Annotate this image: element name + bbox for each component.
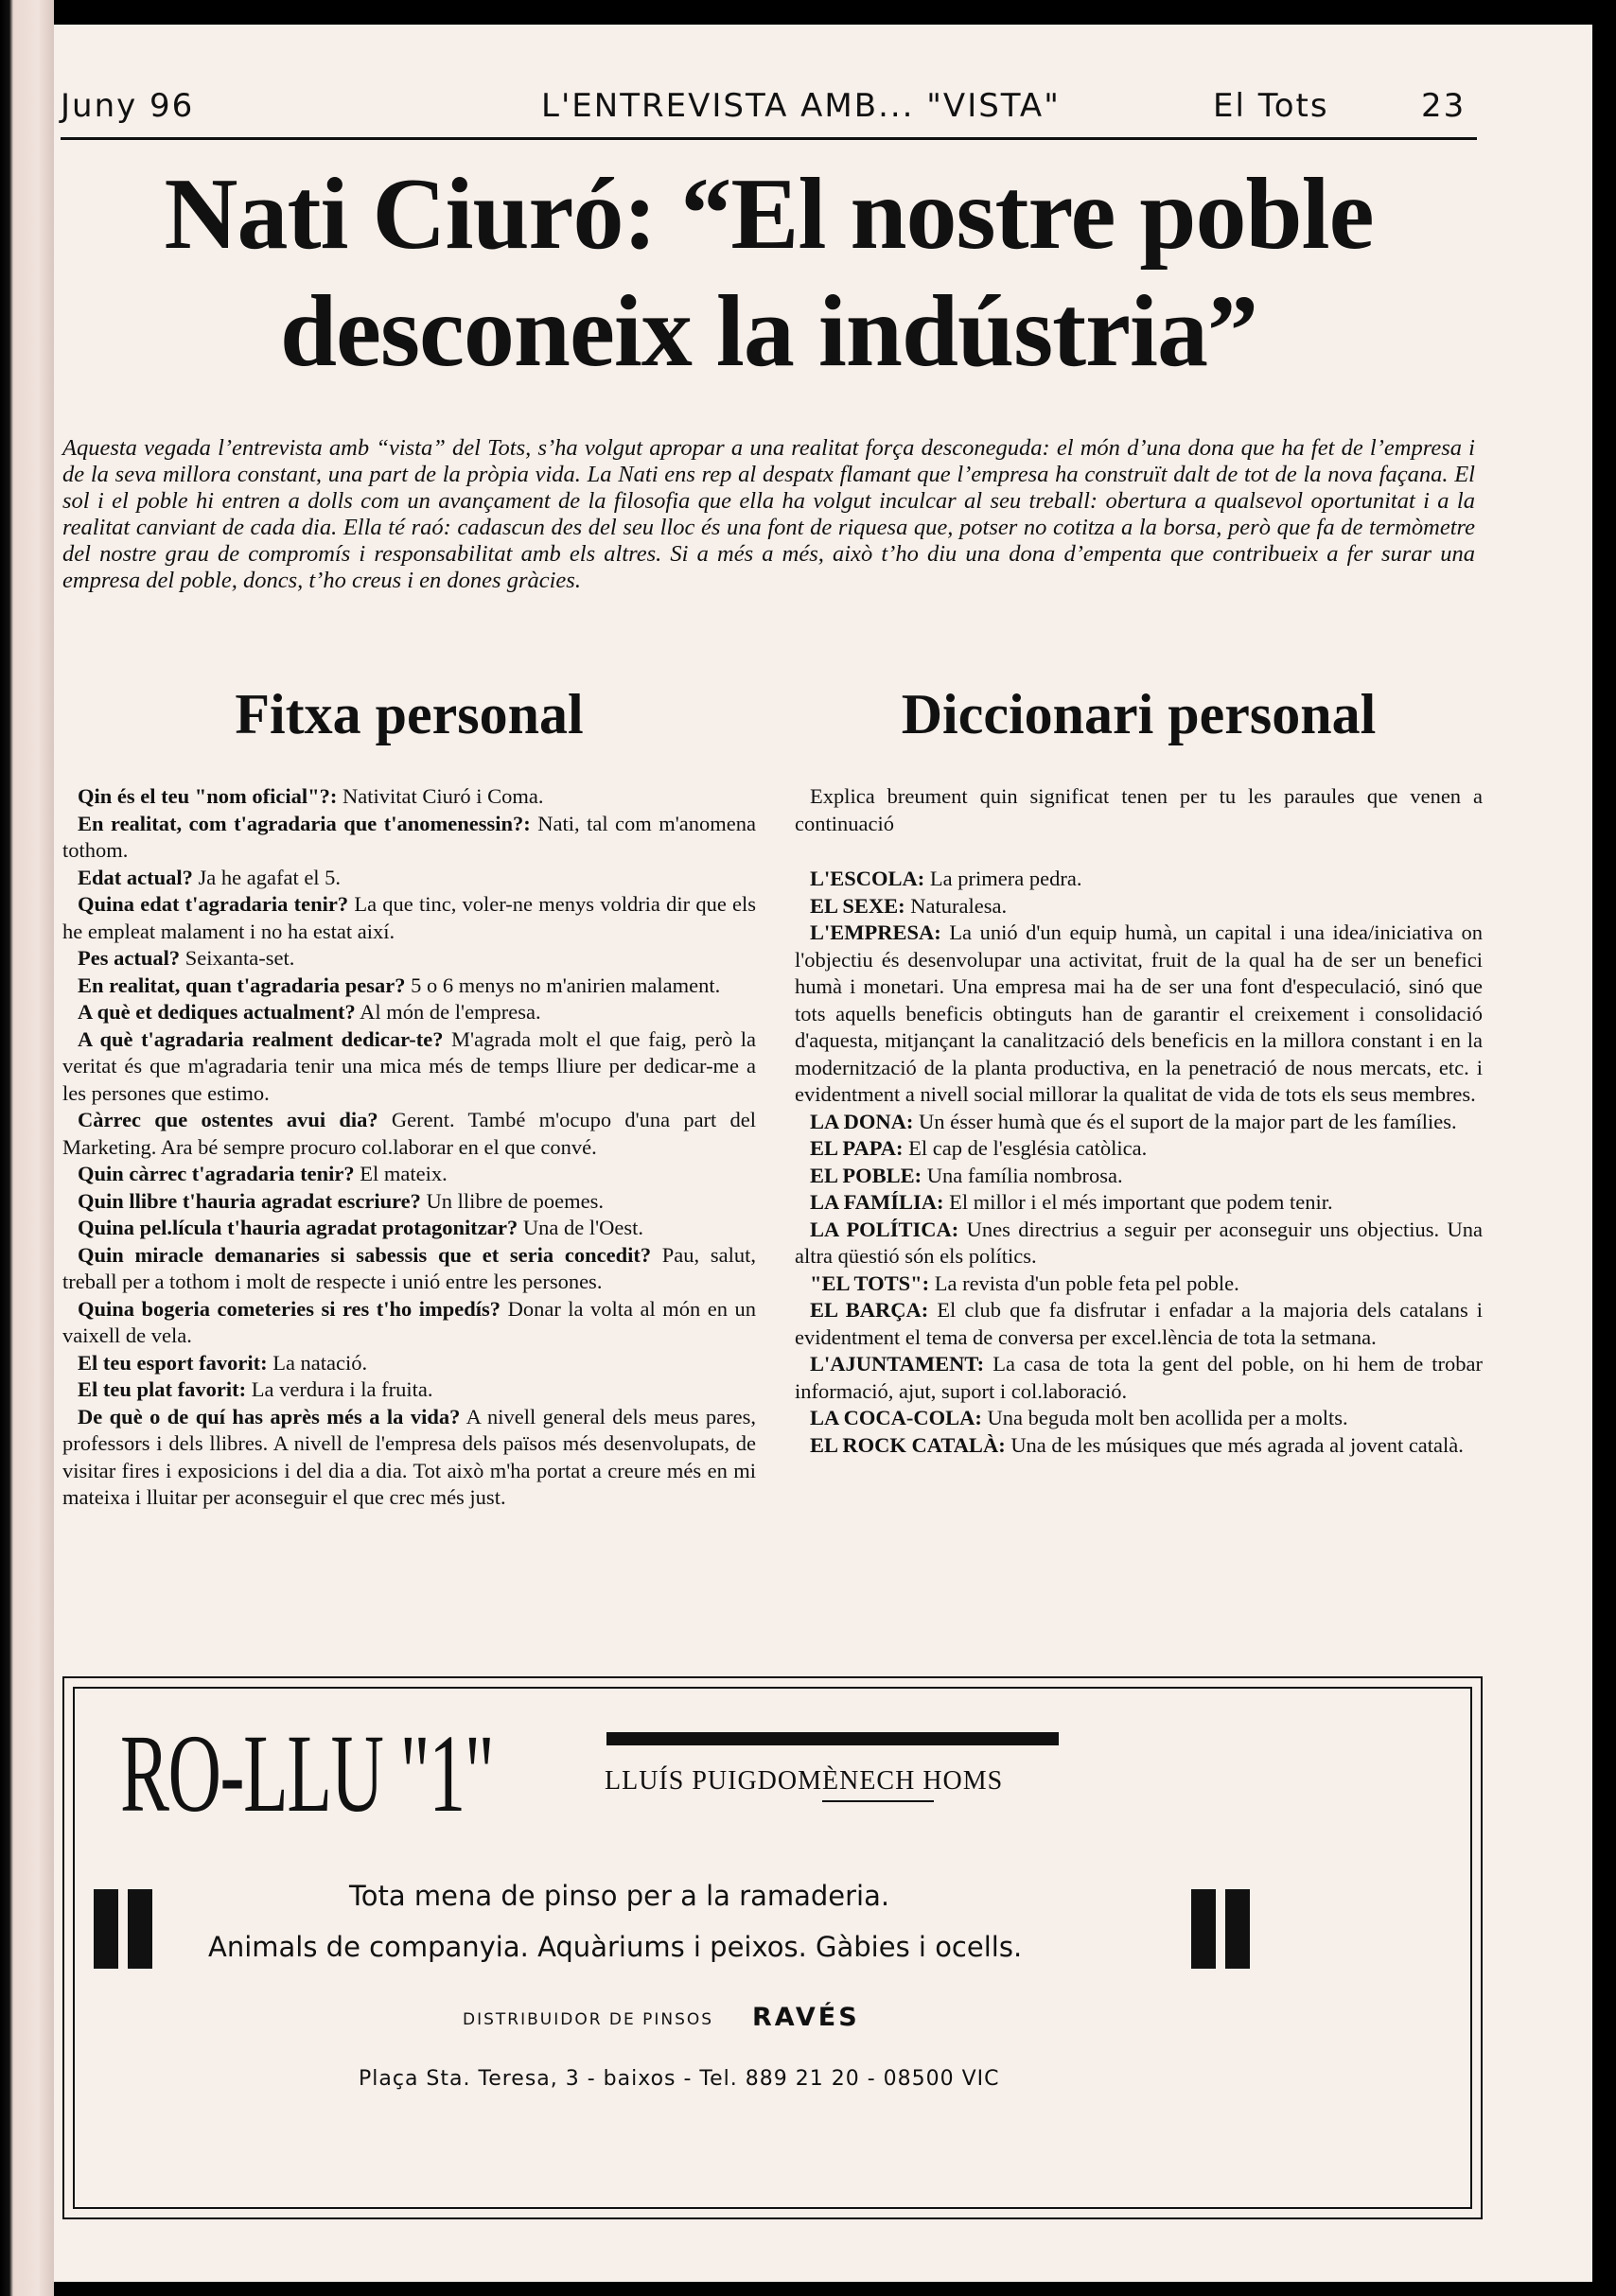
ad-owner-name: LLUÍS PUIGDOMÈNECH HOMS (605, 1766, 1004, 1796)
header-issue: Juny 96 (61, 87, 195, 125)
fitxa-question-label: Quin llibre t'hauria agradat escriure? (78, 1188, 421, 1213)
diccionari-term-text: Unes directrius a seguir per aconseguir uns objectius. Una altra qüestió són els polítics. (795, 1217, 1483, 1268)
diccionari-term-entry (795, 893, 1483, 920)
fitxa-question-text: Nati, tal com m'anomena tothom. (62, 811, 757, 862)
fitxa-qa-list (62, 783, 756, 1512)
fitxa-question-label: Quin miracle demanaries si sabessis que et seria concedit? (78, 1242, 652, 1267)
ad-address: Plaça Sta. Teresa, 3 - baixos - Tel. 889 21 20 - 08500 VIC (359, 2067, 1000, 2091)
fitxa-question-entry (62, 1350, 756, 1377)
diccionari-term-text: La revista d'un poble feta pel poble. (934, 1271, 1239, 1295)
diccionari-term-entry (795, 1217, 1483, 1271)
diccionari-term-label: LA FAMÍLIA: (810, 1190, 944, 1214)
ad-distributor-label: DISTRIBUIDOR DE PINSOS (463, 2010, 714, 2029)
fitxa-question-text: M'agrada molt el que faig, però la veritat és que m'agradaria tenir una mica més de temps lliure per dedicar-me a les persones que estimo. (62, 1026, 756, 1105)
diccionari-lead: Explica breument quin significat tenen per tu les paraules que venen a continuació (795, 784, 1483, 835)
fitxa-question-text: Seixanta-set. (184, 946, 295, 970)
header-page-number: 23 (1421, 87, 1467, 125)
fitxa-question-text: Ja he agafat el 5. (198, 865, 342, 889)
diccionari-term-entry (795, 1189, 1483, 1217)
header-section: L'ENTREVISTA AMB... "VISTA" (541, 87, 1061, 125)
advertisement-inner-frame (73, 1687, 1472, 2209)
fitxa-question-label: Quin càrrec t'agradaria tenir? (78, 1162, 355, 1185)
fitxa-question-entry (62, 1215, 756, 1242)
diccionari-term-text: Una de les músiques que més agrada al jovent català. (1010, 1432, 1464, 1457)
fitxa-question-entry (62, 811, 756, 865)
diccionari-body (795, 783, 1483, 1459)
title-line-1: Nati Ciuró: “El nostre poble (164, 158, 1374, 271)
diccionari-personal-column (795, 681, 1483, 1459)
diccionari-term-text: La primera pedra. (929, 867, 1082, 890)
diccionari-term-label: LA COCA-COLA: (810, 1406, 982, 1429)
ad-distributor-brand: RAVÉS (752, 2003, 860, 2032)
fitxa-question-text: Una de l'Oest. (522, 1216, 644, 1239)
fitxa-question-text: Pau, salut, treball per a tothom i molt de respecte i unió entre les persones. (62, 1242, 756, 1293)
diccionari-term-label: LA DONA: (810, 1109, 914, 1133)
ad-right-bars-ornament (1191, 1889, 1252, 1969)
diccionari-term-list (795, 866, 1483, 1459)
fitxa-question-text: El mateix. (360, 1162, 448, 1185)
diccionari-term-entry (795, 1351, 1483, 1405)
diccionari-term-label: EL ROCK CATALÀ: (810, 1432, 1006, 1457)
diccionari-term-text: La casa de tota la gent del poble, on hi hem de trobar informació, ajut, suport i col.laboració. (795, 1352, 1484, 1403)
fitxa-question-entry (62, 1188, 756, 1216)
fitxa-question-text: La que tinc, voler-ne menys voldria dir que els he empleat malament i no ha estat així. (62, 892, 757, 943)
diccionari-term-text: El cap de l'església catòlica. (908, 1136, 1148, 1160)
article-intro: Aquesta vegada l’entrevista amb “vista” del Tots, s’ha volgut apropar a una realitat força desconeguda: el món d’una dona que ha fet de l’empresa i de la seva millora constant, una part de la pròpia vida. La Nati ens rep al despatx flamant que l’empresa ha construït dalt de tot de la nova façana. El sol i el poble hi entren a dolls com un avançament de la filosofia que ella ha volgut inculcar al seu treball: obertura a qualsevol oportunitat i a la realitat canviant de cada dia. Ella té raó: cadascun des del seu lloc és una font de riquesa que, potser no cotitza a la borsa, però que fa de termòmetre del nostre grau de compromís i responsabilitat amb els altres. Si a més a més, això t’ho diu una dona d’empenta que contribueix a fer surar una empresa del poble, doncs, t’ho creus i en dones gràcies. (62, 435, 1475, 593)
diccionari-term-entry (795, 866, 1483, 893)
fitxa-question-label: Edat actual? (78, 865, 193, 889)
fitxa-question-entry (62, 973, 756, 1000)
article-title (61, 156, 1477, 391)
diccionari-term-text: Una beguda molt ben acollida per a molts. (987, 1406, 1348, 1429)
ad-owner-underline (822, 1800, 934, 1802)
diccionari-term-text: La unió d'un equip humà, un capital i una idea/iniciativa on l'objectiu és desenvolupar una activitat, fruit de la qual ha de ser un benefici humà i monetari. Una empresa mai ha de ser una font d'especulació, sinó que tots aquells beneficis obtinguts han de garantir el creixement i consolidació d'aquesta, mitjançant la canalització dels beneficis en la millora constant i en la modernització de la planta productiva, en la penetració de nous mercats, etc. i evidentment a nivell social millorar la qualitat de vida de tots els seus membres. (795, 920, 1484, 1106)
diccionari-term-label: EL POBLE: (810, 1163, 922, 1187)
diccionari-term-label: LA POLÍTICA: (810, 1217, 959, 1241)
fitxa-question-label: A què et dediques actualment? (78, 1000, 356, 1024)
diccionari-term-entry (795, 1405, 1483, 1432)
fitxa-question-label: Càrrec que ostentes avui dia? (78, 1108, 378, 1131)
title-line-2: desconeix la indústria” (279, 275, 1258, 388)
header-rule (61, 137, 1477, 140)
fitxa-question-label: De què o de quí has après més a la vida? (78, 1404, 461, 1428)
diccionari-term-label: L'AJUNTAMENT: (810, 1352, 985, 1376)
diccionari-term-label: L'EMPRESA: (810, 920, 941, 944)
fitxa-question-label: En realitat, com t'agradaria que t'anomenessin?: (78, 811, 531, 835)
fitxa-heading: Fitxa personal (235, 683, 584, 745)
ad-left-bars-ornament (94, 1889, 154, 1969)
fitxa-question-text: Al món de l'empresa. (360, 1000, 541, 1024)
fitxa-personal-column (62, 681, 756, 1512)
fitxa-question-entry (62, 1404, 756, 1512)
fitxa-question-entry (62, 1026, 756, 1108)
fitxa-question-entry (62, 1161, 756, 1188)
running-header (61, 87, 1475, 134)
fitxa-question-label: El teu esport favorit: (78, 1350, 268, 1375)
fitxa-question-text: Donar la volta al món en un vaixell de vela. (62, 1296, 757, 1347)
fitxa-question-entry (62, 999, 756, 1026)
diccionari-term-text: Un ésser humà que és el suport de la major part de les famílies. (919, 1109, 1457, 1133)
diccionari-term-entry (795, 920, 1483, 1109)
fitxa-question-label: Pes actual? (78, 946, 181, 970)
fitxa-question-entry (62, 945, 756, 973)
fitxa-question-entry (62, 865, 756, 892)
fitxa-question-text: 5 o 6 menys no m'anirien malament. (411, 973, 721, 997)
diccionari-term-label: EL PAPA: (810, 1136, 904, 1160)
fitxa-question-label: El teu plat favorit: (78, 1377, 247, 1401)
fitxa-question-label: En realitat, quan t'agradaria pesar? (78, 973, 406, 997)
diccionari-term-text: Naturalesa. (910, 893, 1008, 918)
header-publication: El Tots (1213, 87, 1329, 125)
diccionari-term-label: "EL TOTS": (810, 1271, 930, 1295)
fitxa-question-text: Nativitat Ciuró i Coma. (342, 784, 544, 808)
fitxa-question-text: Gerent. També m'ocupo d'una part del Marketing. Ara bé sempre procuro col.laborar en el que convé. (62, 1108, 756, 1159)
fitxa-question-text: A nivell general dels meus pares, professors i dels llibres. A nivell de l'empresa dels països més desenvolupats, de visitar fires i exposicions i del dia a dia. Tot això m'ha portat a creure més en mi mateixa i lluitar per aconseguir el que crec més just. (62, 1404, 757, 1509)
diccionari-term-entry (795, 1163, 1483, 1190)
diccionari-term-entry (795, 1271, 1483, 1298)
diccionari-term-label: EL BARÇA: (810, 1298, 929, 1322)
diccionari-term-text: Una família nombrosa. (926, 1163, 1123, 1187)
diccionari-term-label: L'ESCOLA: (810, 867, 925, 890)
fitxa-question-entry (62, 1296, 756, 1350)
advertisement (62, 1676, 1483, 2219)
fitxa-question-entry (62, 783, 756, 811)
diccionari-term-text: El club que fa disfrutar i enfadar a la majoria dels catalans i evidentment el tema de conversa per excel.lència de tota la setmana. (795, 1298, 1483, 1349)
diccionari-term-label: EL SEXE: (810, 893, 905, 918)
fitxa-question-text: La verdura i la fruita. (251, 1377, 433, 1401)
diccionari-term-entry (795, 1135, 1483, 1163)
fitxa-question-label: Quina bogeria cometeries si res t'ho impedís? (78, 1296, 501, 1321)
fitxa-question-entry (62, 1242, 756, 1296)
diccionari-heading: Diccionari personal (901, 683, 1377, 745)
fitxa-question-label: A què t'agradaria realment dedicar-te? (78, 1026, 444, 1051)
fitxa-question-entry (62, 1107, 756, 1161)
diccionari-term-entry (795, 1109, 1483, 1136)
fitxa-question-entry (62, 891, 756, 945)
diccionari-term-text: El millor i el més important que podem tenir. (949, 1190, 1333, 1214)
ad-tagline-2: Animals de companyia. Aquàriums i peixos. Gàbies i ocells. (208, 1931, 1023, 1963)
ad-brand-logo: RO-LLU "1" (120, 1711, 494, 1835)
fitxa-question-text: La natació. (272, 1350, 368, 1375)
fitxa-question-label: Quina pel.lícula t'hauria agradat protagonitzar? (78, 1216, 518, 1239)
ad-tagline-1: Tota mena de pinso per a la ramaderia. (349, 1880, 890, 1912)
book-spine-shadow (0, 0, 54, 2296)
fitxa-question-text: Un llibre de poemes. (426, 1188, 604, 1213)
ad-decorative-bar (606, 1732, 1059, 1745)
diccionari-term-entry (795, 1297, 1483, 1351)
fitxa-question-label: Qin és el teu "nom oficial"?: (78, 784, 338, 808)
fitxa-question-label: Quina edat t'agradaria tenir? (78, 892, 349, 916)
fitxa-question-entry (62, 1376, 756, 1404)
diccionari-term-entry (795, 1432, 1483, 1460)
